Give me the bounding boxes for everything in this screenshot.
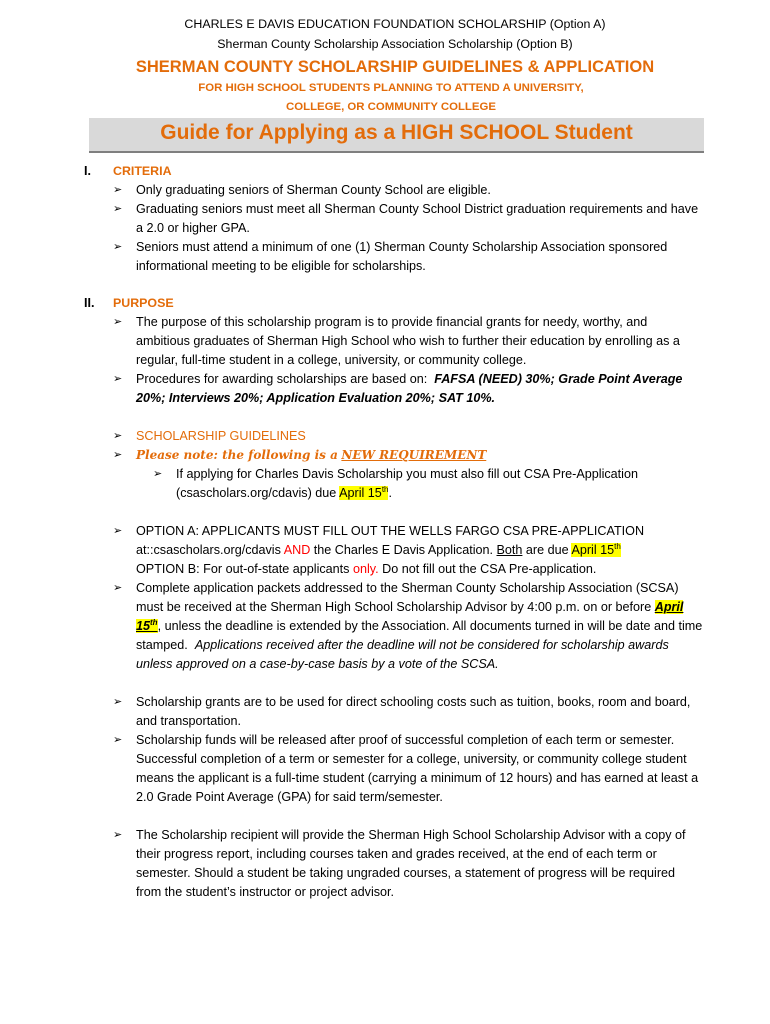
section-1-number: I. — [84, 164, 91, 178]
list-item — [113, 826, 703, 902]
bullet-arrow-icon: ➢ — [113, 430, 123, 442]
list-item — [113, 731, 703, 807]
csa-pre-paragraph: If applying for Charles Davis Scholarship you must also fill out CSA Pre-Application (csascholars.org/cdavis) due April 15th. — [176, 467, 638, 500]
section-1-heading: CRITERIA — [113, 164, 172, 178]
funds-text: Scholarship funds will be released after proof of successful completion of each term or semester. Successful completion of a term or semester for a college, university, or community college student means the applicant is a full-time student (carrying a minimum of 12 hours) and has earned at least a 2.0 Grade Point Average (GPA) for said term/semester. — [136, 733, 699, 804]
procedures-paragraph — [136, 370, 703, 408]
please-note-text: Please note: the following is a — [136, 448, 338, 462]
list-item — [113, 370, 703, 408]
guide-title: Guide for Applying as a HIGH SCHOOL Student — [160, 121, 633, 144]
list-item — [113, 181, 703, 200]
packets-italic: Applications received after the deadline will not be considered for scholarship awards unless approved on a case-by-case basis by a vote of the SCSA. — [136, 638, 669, 671]
csa-pre-date — [339, 486, 388, 500]
bullet-arrow-icon: ➢ — [113, 184, 123, 196]
list-item — [113, 693, 703, 731]
purpose-text: The purpose of this scholarship program is to provide financial grants for needy, worthy, and ambitious graduates of Sherman High School who wish to further their education by enrolling as a regular, full-time student in a college, university, or community college. — [136, 315, 680, 367]
header-line-1: CHARLES E DAVIS EDUCATION FOUNDATION SCHOLARSHIP (Option A) — [184, 17, 606, 31]
procedures-text: Procedures for awarding scholarships are based on: — [136, 372, 428, 386]
option-a-text: OPTION A: APPLICANTS MUST FILL OUT THE WELLS FARGO CSA PRE-APPLICATION at::csascholars.org/cdavis — [136, 524, 645, 557]
option-b-only: only. — [352, 562, 379, 576]
option-a-text-3: are due — [525, 543, 569, 557]
option-a-and: AND — [283, 543, 311, 557]
date-suffix: th — [614, 541, 621, 551]
option-a-date — [571, 543, 620, 557]
procedures-weights: FAFSA (NEED) 30%; Grade Point Average 20%; Interviews 20%; Application Evaluation 20%; SAT 10%. — [136, 372, 683, 405]
bullet-arrow-icon: ➢ — [113, 829, 123, 841]
list-item — [113, 446, 703, 465]
section-2-number: II. — [84, 296, 95, 310]
csa-pre-text: If applying for Charles Davis Scholarship you must also fill out CSA Pre-Application (csascholars.org/cdavis) due — [176, 467, 638, 500]
date-text: April 15 — [136, 600, 684, 633]
scholarship-guidelines-heading: SCHOLARSHIP GUIDELINES — [136, 429, 306, 443]
bullet-arrow-icon: ➢ — [113, 734, 123, 746]
date-suffix: th — [150, 617, 158, 627]
recipient-text: The Scholarship recipient will provide the Sherman High School Scholarship Advisor with a copy of their progress report, including courses taken and grades received, at the end of each term or semester. Should a student be taking ungraded courses, a statement of progress will be required from the student’s instructor or project advisor. — [136, 828, 686, 899]
option-a-text-2: the Charles E Davis Application. — [313, 543, 493, 557]
bullet-arrow-icon: ➢ — [113, 696, 123, 708]
bullet-arrow-icon: ➢ — [113, 241, 123, 253]
subtitle-line-1: FOR HIGH SCHOOL STUDENTS PLANNING TO ATTEND A UNIVERSITY, — [198, 82, 584, 94]
bullet-arrow-icon: ➢ — [113, 582, 123, 594]
option-a-both: Both — [496, 543, 523, 557]
bullet-arrow-icon: ➢ — [153, 468, 163, 480]
guide-title-bar — [89, 118, 704, 153]
list-item — [153, 465, 703, 503]
subtitle-line-2: COLLEGE, OR COMMUNITY COLLEGE — [286, 101, 496, 113]
header-line-2: Sherman County Scholarship Association Scholarship (Option B) — [217, 37, 573, 51]
date-text: April 15 — [571, 543, 615, 557]
list-item — [113, 579, 703, 674]
date-text: April 15 — [339, 486, 382, 500]
list-item — [113, 427, 703, 446]
packets-text-2: , unless the deadline is extended by the Association. All documents turned in will be date and time stamped. — [136, 619, 703, 652]
please-note-paragraph — [136, 446, 703, 465]
packets-paragraph — [136, 579, 703, 674]
packets-text: Complete application packets addressed to the Sherman County Scholarship Association (SCSA) must be received at the Sherman High School Scholarship Advisor by 4:00 p.m. on or before — [136, 581, 679, 614]
bullet-arrow-icon: ➢ — [113, 449, 123, 461]
grants-text: Scholarship grants are to be used for direct schooling costs such as tuition, books, room and board, and transportation. — [136, 695, 691, 728]
list-item — [113, 200, 703, 238]
bullet-arrow-icon: ➢ — [113, 316, 123, 328]
option-b-text-2: Do not fill out the CSA Pre-application. — [382, 562, 597, 576]
list-item — [113, 522, 703, 579]
bullet-arrow-icon: ➢ — [113, 373, 123, 385]
new-requirement-text: NEW REQUIREMENT — [341, 448, 487, 462]
bullet-arrow-icon: ➢ — [113, 203, 123, 215]
document-title: SHERMAN COUNTY SCHOLARSHIP GUIDELINES & APPLICATION — [135, 58, 655, 76]
list-item — [113, 313, 703, 370]
criteria-item-3: Seniors must attend a minimum of one (1) Sherman County Scholarship Association sponsored informational meeting to be eligible for scholarships. — [136, 240, 668, 273]
option-b-text: OPTION B: For out-of-state applicants — [136, 562, 350, 576]
date-suffix: th — [381, 484, 389, 494]
option-a-paragraph — [136, 522, 703, 579]
criteria-item-2: Graduating seniors must meet all Sherman County School District graduation requirements and have a 2.0 or higher GPA. — [136, 202, 699, 235]
section-2-heading: PURPOSE — [113, 296, 174, 310]
bullet-arrow-icon: ➢ — [113, 525, 123, 537]
criteria-item-1: Only graduating seniors of Sherman County School are eligible. — [136, 183, 491, 197]
list-item — [113, 238, 703, 276]
